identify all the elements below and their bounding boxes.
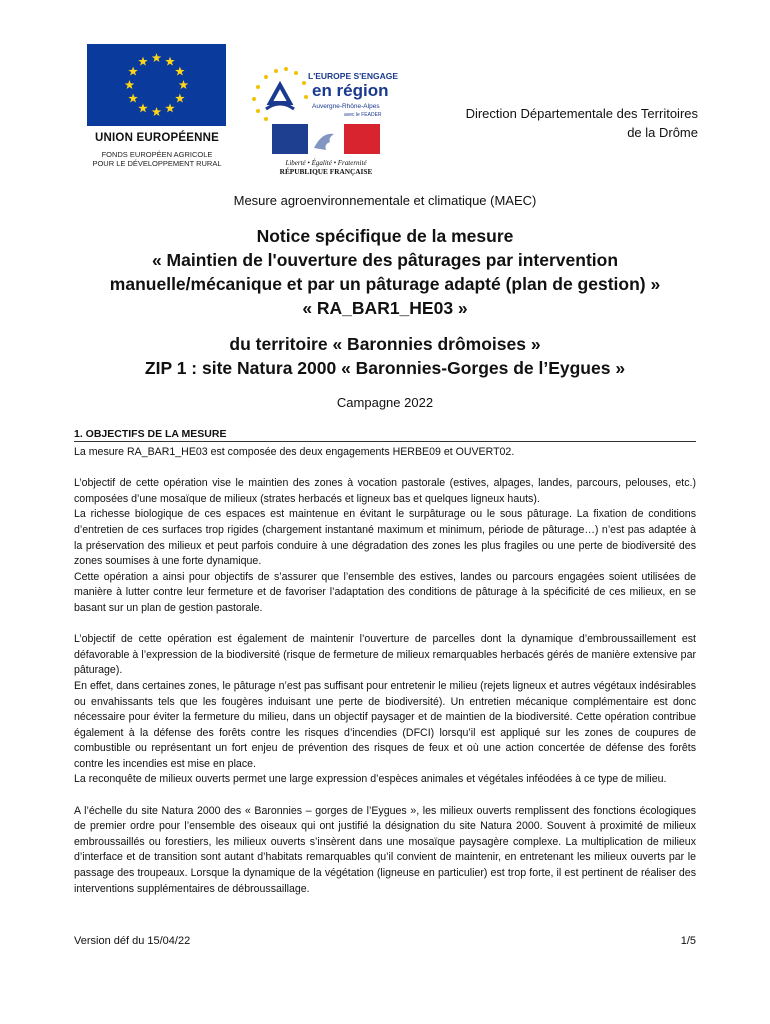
eu-title: UNION EUROPÉENNE	[95, 132, 219, 144]
title-line6: ZIP 1 : site Natura 2000 « Baronnies-Gorges de l’Eygues »	[144, 358, 626, 378]
rf-name: RÉPUBLIQUE FRANÇAISE	[279, 167, 373, 176]
region-wordmark: en région	[312, 81, 389, 100]
ddt-line2: de la Drôme	[627, 125, 698, 140]
footer-version: Version déf du 15/04/22	[74, 935, 191, 947]
paragraph-1: La mesure RA_BAR1_HE03 est composée des deux engagements HERBE09 et OUVERT02.	[74, 446, 515, 458]
eu-stars-icon	[87, 44, 226, 126]
eu-caption	[84, 132, 230, 168]
paragraph-4: Cette opération a ainsi pour objectifs de s’assurer que l’ensemble des estives, landes ou parcours engagées soient utilisées de manière à lutter contre leur fermeture et de favoriser l’adaptation des conditions de pâturage à la spécificité de ces milieux, en se basant sur un plan de gestion pastorale.	[74, 570, 696, 614]
campagne: Campagne 2022	[336, 395, 434, 410]
republique-francaise-logo	[272, 124, 380, 184]
section-body	[74, 445, 696, 897]
eu-fund-line1: FONDS EUROPÉEN AGRICOLE	[101, 150, 213, 159]
paragraph-3: La richesse biologique de ces espaces est maintenue en évitant le surpâturage ou le sous pâturage. La fixation de conditions d’entretien de ces surfaces trop rigides (chargement instantané maximum et minimum, période de pâturage…) n’est pas adaptée à la préservation des milieux et peut parfois conduire à une dégradation des zones les plus fragiles ou une perte de biodiversité des zones soumises à une forte dynamique.	[74, 508, 696, 568]
paragraph-8: A l’échelle du site Natura 2000 des « Baronnies – gorges de l’Eygues », les milieux ouverts remplissent des fonctions écologiques de premier ordre pour l’ensemble des oiseaux qui ont justifié la désignation du site Natura 2000. Souvent à proximité de milieux embroussaillés ou forestiers, les milieux ouverts s’insèrent dans une mosaïque paysagère complexe. La multiplication de milieux d’interface et de transition sont autant d’habitats remarquables qu’il convient de maintenir, en entretenant les milieux ouverts par le passage des troupeaux. Lorsque la dynamique de la végétation (ligneuse en particulier) est trop forte, il est pertinent de réaliser des interventions supplémentaires de débroussaillage.	[74, 804, 696, 895]
marianne-icon	[272, 124, 380, 154]
region-logo	[246, 63, 406, 133]
ddt-header	[430, 104, 698, 142]
title-line3: manuelle/mécanique et par un pâturage adapté (plan de gestion) »	[109, 274, 661, 294]
section-heading: 1. OBJECTIFS DE LA MESURE	[74, 428, 696, 442]
region-tagline: L'EUROPE S'ENGAGE	[308, 71, 399, 81]
eu-fund-line2: POUR LE DÉVELOPPEMENT RURAL	[92, 159, 222, 168]
region-fund: avec le FEADER	[344, 112, 382, 118]
territory-title	[60, 332, 710, 380]
notice-title	[60, 224, 710, 320]
ddt-line1: Direction Départementale des Territoires	[465, 106, 698, 121]
region-name: Auvergne-Rhône-Alpes	[312, 103, 380, 110]
eu-flag-logo	[87, 44, 226, 126]
paragraph-7: La reconquête de milieux ouverts permet une large expression d’espèces animales et végétales inféodées à ce type de milieu.	[74, 773, 667, 786]
title-line2: « Maintien de l'ouverture des pâturages par intervention	[151, 250, 619, 270]
paragraph-5: L’objectif de cette opération est également de maintenir l’ouverture de parcelles dont la dynamique d’embroussaillement est défavorable à l’expression de la biodiversité (risque de fermeture de milieux remarquables herbacés gérés de manière extensive par pâturage).	[74, 633, 696, 677]
maec-subtitle: Mesure agroenvironnementale et climatique (MAEC)	[233, 193, 537, 208]
title-line5: du territoire « Baronnies drômoises »	[229, 334, 541, 354]
title-line4: « RA_BAR1_HE03 »	[302, 298, 468, 318]
footer-page-number: 1/5	[680, 935, 696, 947]
rf-motto: Liberté • Égalité • Fraternité	[285, 159, 367, 167]
title-line1: Notice spécifique de la mesure	[256, 226, 514, 246]
paragraph-2: L’objectif de cette opération vise le maintien des zones à vocation pastorale (estives, alpages, landes, parcours, pelouses, etc.) composées d’une mosaïque de milieux (strates herbacés et ligneux bas et quelques ligneux hauts).	[74, 477, 696, 505]
paragraph-6: En effet, dans certaines zones, le pâturage n’est pas suffisant pour entretenir le milieu (rejets ligneux et autres végétaux indésirables ou envahissants tels que les fougères induisant une perte de biodiversité). Un entretien mécanique complémentaire est donc nécessaire pour éviter la fermeture du milieu, dans un objectif paysager et de maintien de la biodiversité. Cette opération contribue également à la défense des forêts contre les risques d’incendies (DFCI) lorsqu’il est appliqué sur les zones de coupures de combustible ou représentant un fort enjeu de prévention des risques de feux et où une action concertée de défense des forêts contre les incendies est mise en place.	[74, 679, 696, 770]
